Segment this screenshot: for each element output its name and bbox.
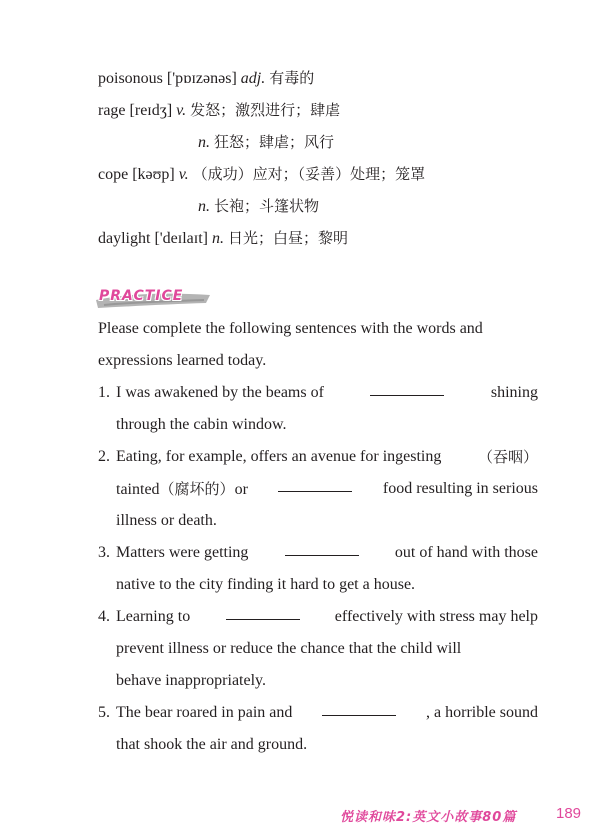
practice-title: PRACTICE xyxy=(99,288,184,304)
exercise-item-3 xyxy=(98,537,538,569)
vocab-meaning: 有毒的 xyxy=(269,69,315,87)
vocab-meaning: 长袍；斗篷状物 xyxy=(214,197,320,215)
item-text: or xyxy=(234,481,248,498)
item-text: through the cabin window. xyxy=(116,416,287,433)
item-text: effectively with stress may help xyxy=(334,608,538,625)
item-number: 2. xyxy=(98,448,110,465)
answer-blank[interactable] xyxy=(370,377,444,396)
vocab-entry-cope xyxy=(98,158,558,190)
vocab-word: cope xyxy=(98,166,129,183)
vocab-meaning: （成功）应对；（妥善）处理；笼罩 xyxy=(192,165,426,183)
vocab-word: daylight xyxy=(98,230,151,247)
item-text: behave inappropriately. xyxy=(116,672,267,689)
vocab-entry-poisonous xyxy=(98,62,558,94)
exercise-item-2-cont xyxy=(98,473,538,505)
vocab-phonetic: [kəʊp] xyxy=(132,166,175,183)
item-text: The bear roared in pain and xyxy=(116,704,293,721)
item-number: 4. xyxy=(98,608,110,625)
vocabulary-list xyxy=(98,62,558,254)
answer-blank[interactable] xyxy=(322,697,396,716)
exercise-item-4-cont2 xyxy=(98,665,538,697)
vocab-entry-rage-noun xyxy=(98,126,558,158)
instructions-text: expressions learned today. xyxy=(98,352,267,369)
vocab-meaning: 日光；白昼；黎明 xyxy=(227,229,348,247)
instructions-line xyxy=(98,345,538,377)
exercise-item-2-cont2 xyxy=(98,505,538,537)
exercise-item-3-cont xyxy=(98,569,538,601)
vocab-word: rage xyxy=(98,102,126,119)
exercise-item-4 xyxy=(98,601,538,633)
vocab-phonetic: ['pɒɪzənəs] xyxy=(166,70,237,87)
item-text: illness or death. xyxy=(116,512,217,529)
item-text: that shook the air and ground. xyxy=(116,736,308,753)
item-text: prevent illness or reduce the chance that the child will xyxy=(116,640,462,657)
exercise-item-1-cont xyxy=(98,409,538,441)
instructions-line xyxy=(98,313,538,345)
item-text: native to the city finding it hard to get a house. xyxy=(116,576,416,593)
exercise-item-5 xyxy=(98,697,538,729)
item-text: shining xyxy=(490,384,538,401)
vocab-pos: n. xyxy=(198,134,210,151)
exercise-item-5-cont xyxy=(98,729,538,761)
item-text: , a horrible sound xyxy=(426,704,538,721)
vocab-entry-daylight xyxy=(98,222,558,254)
vocab-pos: v. xyxy=(176,102,187,119)
item-text: I was awakened by the beams of xyxy=(116,384,324,401)
vocab-phonetic: [reɪdʒ] xyxy=(129,102,173,119)
item-text: Eating, for example, offers an avenue for ingesting xyxy=(116,448,442,465)
answer-blank[interactable] xyxy=(278,473,352,492)
vocab-pos: v. xyxy=(178,166,189,183)
exercise-item-1 xyxy=(98,377,538,409)
vocab-meaning: 狂怒；肆虐；风行 xyxy=(214,133,335,151)
exercise-item-2 xyxy=(98,441,538,473)
answer-blank[interactable] xyxy=(285,537,359,556)
page-number: 189 xyxy=(556,805,582,822)
item-gloss: （腐坏的） xyxy=(159,480,235,498)
vocab-entry-cope-noun xyxy=(98,190,558,222)
vocab-pos: n. xyxy=(211,230,224,247)
page-footer xyxy=(340,806,580,826)
item-text: Learning to xyxy=(116,608,191,625)
vocab-phonetic: ['deɪlaɪt] xyxy=(154,230,208,247)
vocab-entry-rage xyxy=(98,94,558,126)
practice-exercise xyxy=(98,313,538,761)
practice-heading xyxy=(94,286,214,312)
vocab-meaning: 发怒；激烈进行；肆虐 xyxy=(190,101,341,119)
vocab-pos: adj. xyxy=(240,70,266,87)
answer-blank[interactable] xyxy=(226,601,300,620)
item-text: tainted xyxy=(116,481,160,498)
item-number: 1. xyxy=(98,384,110,401)
vocab-pos: n. xyxy=(198,198,210,215)
instructions-text: Please complete the following sentences with the words and xyxy=(98,320,483,337)
item-text: food resulting in serious xyxy=(382,480,538,497)
item-gloss: （吞咽） xyxy=(477,448,538,466)
exercise-item-4-cont xyxy=(98,633,538,665)
item-text: out of hand with those xyxy=(394,544,538,561)
item-number: 5. xyxy=(98,704,110,721)
item-text: Matters were getting xyxy=(116,544,249,561)
vocab-word: poisonous xyxy=(98,70,163,87)
item-number: 3. xyxy=(98,544,110,561)
book-title: 悦读和味2:英文小故事80篇 xyxy=(340,810,517,825)
